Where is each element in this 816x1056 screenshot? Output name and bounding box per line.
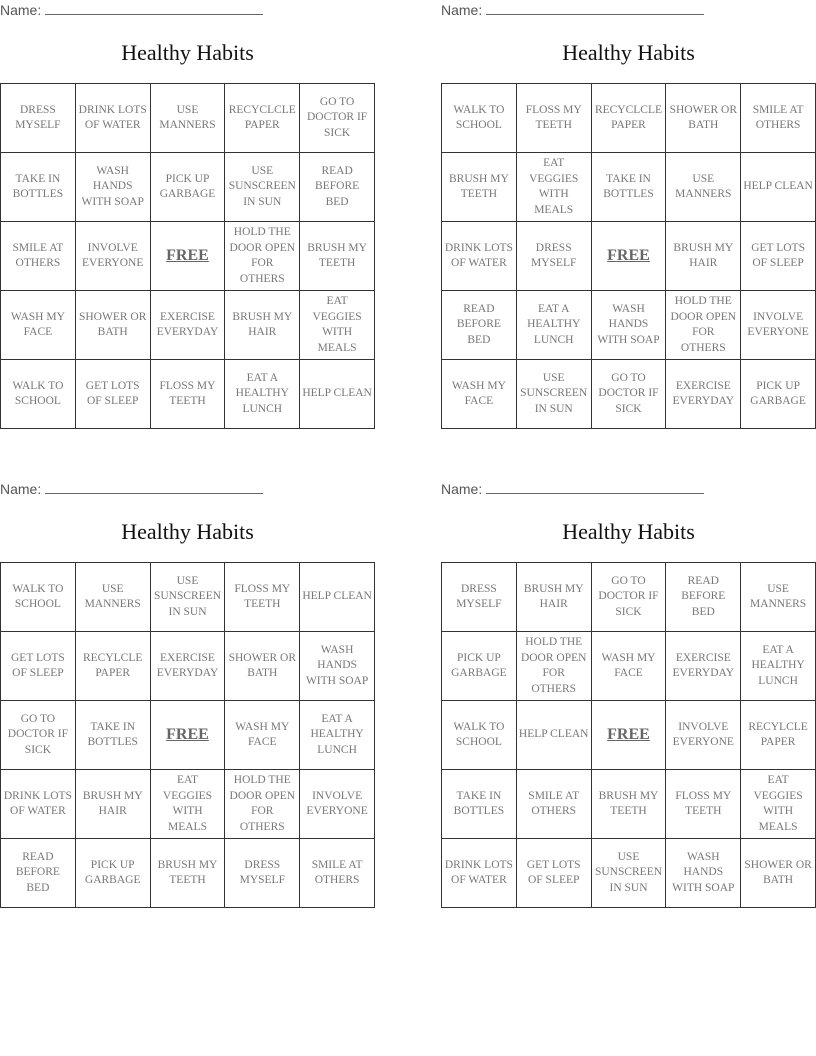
bingo-cell[interactable]: PICK UP GARBAGE <box>442 632 517 701</box>
bingo-grid <box>441 83 816 429</box>
bingo-cell[interactable]: WASH HANDS WITH SOAP <box>75 153 150 222</box>
bingo-cell[interactable]: SMILE AT OTHERS <box>516 770 591 839</box>
bingo-cell[interactable]: EAT A HEALTHY LUNCH <box>516 291 591 360</box>
bingo-cell[interactable]: EXERCISE EVERYDAY <box>666 360 741 429</box>
bingo-cell[interactable]: INVOLVE EVERYONE <box>75 222 150 291</box>
bingo-cell[interactable]: BRUSH MY TEETH <box>150 839 225 908</box>
bingo-cell[interactable]: BRUSH MY TEETH <box>300 222 375 291</box>
name-label: Name: <box>441 481 483 497</box>
bingo-cell[interactable]: EAT A HEALTHY LUNCH <box>225 360 300 429</box>
bingo-cell[interactable]: HELP CLEAN <box>300 563 375 632</box>
grid-row <box>1 222 375 291</box>
bingo-cell[interactable]: DRESS MYSELF <box>442 563 517 632</box>
bingo-cell[interactable]: SMILE AT OTHERS <box>741 84 816 153</box>
bingo-cell[interactable]: TAKE IN BOTTLES <box>75 701 150 770</box>
bingo-cell[interactable]: SMILE AT OTHERS <box>1 222 76 291</box>
bingo-cell[interactable]: READ BEFORE BED <box>1 839 76 908</box>
bingo-cell[interactable]: PICK UP GARBAGE <box>150 153 225 222</box>
bingo-cell[interactable]: HELP CLEAN <box>516 701 591 770</box>
bingo-cell[interactable]: SMILE AT OTHERS <box>300 839 375 908</box>
grid-row <box>442 222 816 291</box>
bingo-cell[interactable]: GET LOTS OF SLEEP <box>741 222 816 291</box>
bingo-cell[interactable]: RECYCLCLE PAPER <box>591 84 666 153</box>
bingo-cell[interactable]: INVOLVE EVERYONE <box>300 770 375 839</box>
bingo-cell[interactable]: DRINK LOTS OF WATER <box>442 222 517 291</box>
bingo-cell[interactable]: DRINK LOTS OF WATER <box>75 84 150 153</box>
bingo-cell[interactable]: SHOWER OR BATH <box>666 84 741 153</box>
grid-row <box>442 291 816 360</box>
bingo-cell[interactable]: HOLD THE DOOR OPEN FOR OTHERS <box>516 632 591 701</box>
grid-row <box>1 360 375 429</box>
bingo-cell[interactable]: USE SUNSCREEN IN SUN <box>591 839 666 908</box>
grid-row <box>1 632 375 701</box>
grid-row <box>1 84 375 153</box>
bingo-cell[interactable]: HOLD THE DOOR OPEN FOR OTHERS <box>225 770 300 839</box>
grid-row <box>442 563 816 632</box>
bingo-cell[interactable]: SHOWER OR BATH <box>225 632 300 701</box>
name-field[interactable] <box>0 481 263 497</box>
bingo-cell[interactable]: INVOLVE EVERYONE <box>666 701 741 770</box>
grid-row <box>1 701 375 770</box>
grid-row <box>1 563 375 632</box>
bingo-cell[interactable]: WASH MY FACE <box>442 360 517 429</box>
bingo-cell[interactable]: READ BEFORE BED <box>666 563 741 632</box>
free-space-cell[interactable]: FREE <box>150 222 225 291</box>
bingo-cell[interactable]: BRUSH MY HAIR <box>75 770 150 839</box>
name-line[interactable] <box>45 481 263 494</box>
bingo-cell[interactable]: RECYLCLE PAPER <box>741 701 816 770</box>
grid-row <box>1 291 375 360</box>
bingo-cell[interactable]: WALK TO SCHOOL <box>1 563 76 632</box>
bingo-cell[interactable]: EAT A HEALTHY LUNCH <box>741 632 816 701</box>
bingo-cell[interactable]: READ BEFORE BED <box>300 153 375 222</box>
bingo-cell[interactable]: FLOSS MY TEETH <box>150 360 225 429</box>
bingo-cell[interactable]: PICK UP GARBAGE <box>741 360 816 429</box>
bingo-cell[interactable]: TAKE IN BOTTLES <box>1 153 76 222</box>
bingo-cell[interactable]: USE SUNSCREEN IN SUN <box>225 153 300 222</box>
bingo-cell[interactable]: EAT VEGGIES WITH MEALS <box>516 153 591 222</box>
bingo-cell[interactable]: FLOSS MY TEETH <box>225 563 300 632</box>
grid-row <box>442 701 816 770</box>
bingo-cell[interactable]: BRUSH MY HAIR <box>516 563 591 632</box>
bingo-cell[interactable]: DRESS MYSELF <box>516 222 591 291</box>
bingo-cell[interactable]: EXERCISE EVERYDAY <box>666 632 741 701</box>
bingo-cell[interactable]: WALK TO SCHOOL <box>1 360 76 429</box>
name-label: Name: <box>0 481 42 497</box>
bingo-cell[interactable]: RECYCLCLE PAPER <box>225 84 300 153</box>
grid-row <box>442 770 816 839</box>
grid-row <box>1 839 375 908</box>
grid-row <box>1 153 375 222</box>
bingo-cell[interactable]: BRUSH MY HAIR <box>225 291 300 360</box>
card-title: Healthy Habits <box>121 519 254 544</box>
bingo-cell[interactable]: USE SUNSCREEN IN SUN <box>516 360 591 429</box>
bingo-cell[interactable]: GET LOTS OF SLEEP <box>75 360 150 429</box>
name-field[interactable] <box>441 2 704 18</box>
bingo-cell[interactable]: SHOWER OR BATH <box>741 839 816 908</box>
bingo-cell[interactable]: USE MANNERS <box>666 153 741 222</box>
bingo-cell[interactable]: WALK TO SCHOOL <box>442 701 517 770</box>
bingo-cell[interactable]: GO TO DOCTOR IF SICK <box>591 360 666 429</box>
bingo-cell[interactable]: EAT VEGGIES WITH MEALS <box>150 770 225 839</box>
bingo-cell[interactable]: DRESS MYSELF <box>1 84 76 153</box>
grid-row <box>442 632 816 701</box>
bingo-cell[interactable]: USE MANNERS <box>150 84 225 153</box>
card-title: Healthy Habits <box>562 519 695 544</box>
free-space-cell[interactable]: FREE <box>150 701 225 770</box>
grid-row <box>442 84 816 153</box>
name-field[interactable] <box>441 481 704 497</box>
name-label: Name: <box>0 2 42 18</box>
bingo-cell[interactable]: GET LOTS OF SLEEP <box>1 632 76 701</box>
bingo-cell[interactable]: READ BEFORE BED <box>442 291 517 360</box>
grid-row <box>442 360 816 429</box>
bingo-cell[interactable]: WASH MY FACE <box>1 291 76 360</box>
bingo-cell[interactable]: EAT VEGGIES WITH MEALS <box>300 291 375 360</box>
name-line[interactable] <box>45 2 263 15</box>
bingo-cell[interactable]: PICK UP GARBAGE <box>75 839 150 908</box>
bingo-cell[interactable]: DRINK LOTS OF WATER <box>1 770 76 839</box>
bingo-cell[interactable]: EAT A HEALTHY LUNCH <box>300 701 375 770</box>
name-line[interactable] <box>486 2 704 15</box>
bingo-cell[interactable]: HOLD THE DOOR OPEN FOR OTHERS <box>666 291 741 360</box>
name-field[interactable] <box>0 2 263 18</box>
bingo-cell[interactable]: WASH HANDS WITH SOAP <box>591 291 666 360</box>
bingo-cell[interactable]: GET LOTS OF SLEEP <box>516 839 591 908</box>
bingo-cell[interactable]: HELP CLEAN <box>300 360 375 429</box>
bingo-cell[interactable]: EXERCISE EVERYDAY <box>150 291 225 360</box>
bingo-cell[interactable]: RECYLCLE PAPER <box>75 632 150 701</box>
bingo-cell[interactable]: BRUSH MY HAIR <box>666 222 741 291</box>
bingo-cell[interactable]: BRUSH MY TEETH <box>442 153 517 222</box>
free-space-cell[interactable]: FREE <box>591 222 666 291</box>
grid-row <box>442 839 816 908</box>
bingo-cell[interactable]: BRUSH MY TEETH <box>591 770 666 839</box>
bingo-cell[interactable]: WALK TO SCHOOL <box>442 84 517 153</box>
bingo-cell[interactable]: SHOWER OR BATH <box>75 291 150 360</box>
grid-row <box>442 153 816 222</box>
bingo-cell[interactable]: WASH HANDS WITH SOAP <box>666 839 741 908</box>
card-title: Healthy Habits <box>562 40 695 65</box>
bingo-cell[interactable]: GO TO DOCTOR IF SICK <box>591 563 666 632</box>
name-line[interactable] <box>486 481 704 494</box>
bingo-cell[interactable]: EAT VEGGIES WITH MEALS <box>741 770 816 839</box>
bingo-cell[interactable]: USE MANNERS <box>741 563 816 632</box>
bingo-cell[interactable]: USE MANNERS <box>75 563 150 632</box>
grid-row <box>1 770 375 839</box>
bingo-cell[interactable]: HOLD THE DOOR OPEN FOR OTHERS <box>225 222 300 291</box>
bingo-cell[interactable]: EXERCISE EVERYDAY <box>150 632 225 701</box>
card-title: Healthy Habits <box>121 40 254 65</box>
bingo-cell[interactable]: DRESS MYSELF <box>225 839 300 908</box>
bingo-cell[interactable]: USE SUNSCREEN IN SUN <box>150 563 225 632</box>
bingo-cell[interactable]: FLOSS MY TEETH <box>666 770 741 839</box>
bingo-cell[interactable]: DRINK LOTS OF WATER <box>442 839 517 908</box>
bingo-cell[interactable]: FLOSS MY TEETH <box>516 84 591 153</box>
bingo-cell[interactable]: WASH MY FACE <box>591 632 666 701</box>
free-space-cell[interactable]: FREE <box>591 701 666 770</box>
bingo-cell[interactable]: WASH HANDS WITH SOAP <box>300 632 375 701</box>
name-label: Name: <box>441 2 483 18</box>
bingo-grid <box>0 562 375 908</box>
bingo-grid <box>0 83 375 429</box>
bingo-grid <box>441 562 816 908</box>
bingo-cell[interactable]: GO TO DOCTOR IF SICK <box>1 701 76 770</box>
bingo-cell[interactable]: GO TO DOCTOR IF SICK <box>300 84 375 153</box>
bingo-cell[interactable]: WASH MY FACE <box>225 701 300 770</box>
bingo-cell[interactable]: TAKE IN BOTTLES <box>442 770 517 839</box>
bingo-cell[interactable]: INVOLVE EVERYONE <box>741 291 816 360</box>
bingo-cell[interactable]: TAKE IN BOTTLES <box>591 153 666 222</box>
bingo-cell[interactable]: HELP CLEAN <box>741 153 816 222</box>
